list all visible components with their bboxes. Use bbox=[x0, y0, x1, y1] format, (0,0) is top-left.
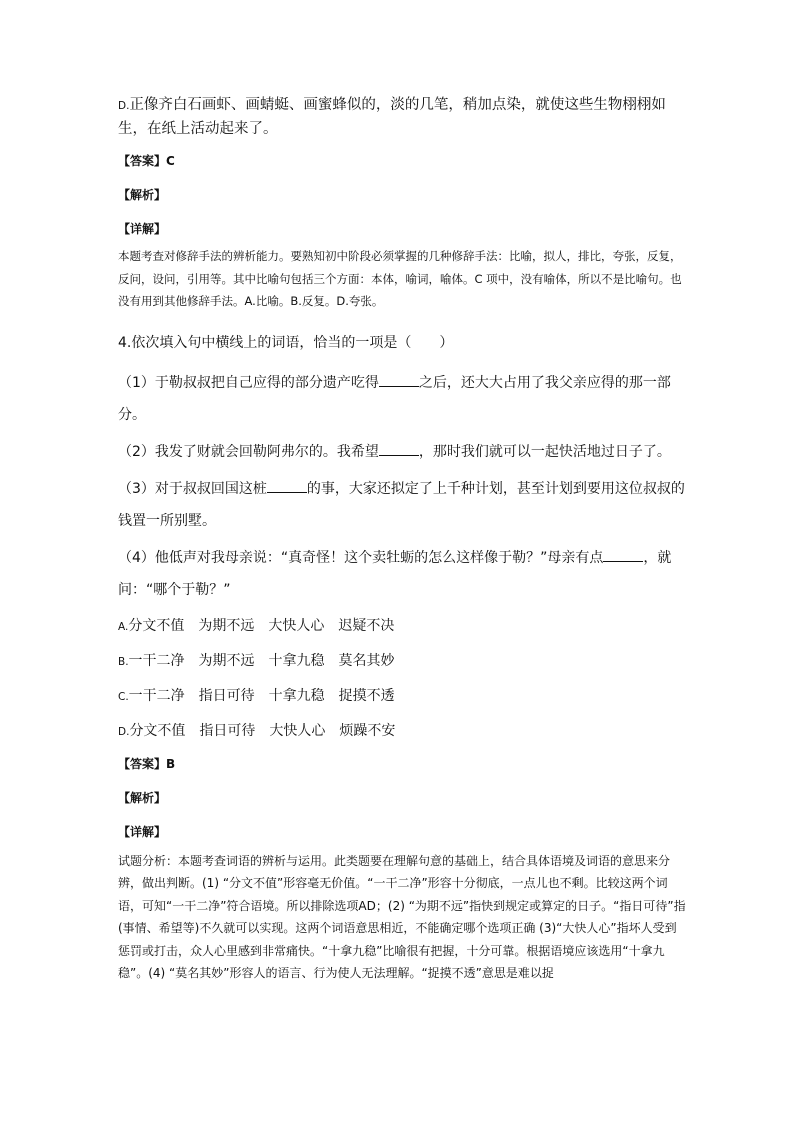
q4-answer: 【答案】B bbox=[118, 756, 176, 771]
option-letter: A. bbox=[118, 620, 129, 633]
q4-option-b bbox=[118, 651, 686, 672]
q3-detail-text: 本题考查对修辞手法的辨析能力。要熟知初中阶段必须掌握的几种修辞手法：比喻，拟人，排比，夸张，反复，反问，设问，引用等。其中比喻句包括三个方面：本体，喻词，喻体。C 项中，没有喻体，所以不是比喻句。也没有用到其他修辞手法。A.比喻。B.反复。D.夸张。 bbox=[118, 249, 682, 308]
option-text: 一干二净 指日可待 十拿九稳 捉摸不透 bbox=[128, 687, 395, 704]
q4-item-before: （1）于勒叔叔把自己应得的部分遗产吃得 bbox=[118, 374, 379, 391]
q4-detail-label: 【详解】 bbox=[118, 824, 167, 839]
q4-item-after: 之后，还大大占用了我父亲应得的那一部分。 bbox=[118, 374, 671, 423]
q4-detail-text: 试题分析：本题考查词语的辨析与运用。此类题要在理解句意的基础上，结合具体语境及词语的意思来分辨，做出判断。(1) “分文不值”形容毫无价值。“一干二净”形容十分彻底，一点儿也不剩。比较这两个词语，可知“一干二净”符合语境。所以排除选项AD；(2) “为期不远”指快到规定或算定的日子。“指日可待”指(事情、希望等)不久就可以实现。这两个词语意思相近，不能确定哪个选项正确 (3)“大快人心”指坏人受到惩罚或打击，众人心里感到非常痛快。“十拿九稳”比喻很有把握，十分可靠。根据语境应该选用“十拿九稳”。(4) “莫名其妙”形容人的语言、行为使人无法理解。“捉摸不透”意思是难以捉 bbox=[118, 853, 686, 980]
q4-item-after: ，那时我们就可以一起快活地过日子了。 bbox=[418, 443, 671, 460]
q4-option-c bbox=[118, 686, 686, 707]
option-text: 正像齐白石画虾、画蜻蜓、画蜜蜂似的，淡的几笔，稍加点染，就使这些生物栩栩如生，在纸上活动起来了。 bbox=[118, 97, 666, 137]
option-text: 分文不值 为期不远 大快人心 迟疑不决 bbox=[128, 617, 395, 634]
q4-option-a bbox=[118, 616, 686, 637]
q4-item-4 bbox=[118, 542, 686, 606]
fill-blank bbox=[379, 441, 419, 456]
q4-item-after: ，就问：“哪个于勒？” bbox=[118, 549, 672, 598]
q4-title: 4.依次填入句中横线上的词语，恰当的一项是（ ） bbox=[118, 334, 454, 351]
prev-option-d bbox=[118, 94, 686, 141]
q4-item-after: 的事，大家还拟定了上千种计划，甚至计划到要用这位叔叔的钱置一所别墅。 bbox=[118, 480, 685, 529]
option-text: 一干二净 为期不远 十拿九稳 莫名其妙 bbox=[128, 652, 395, 669]
option-letter: C. bbox=[118, 690, 129, 703]
q4-item-before: （4）他低声对我母亲说：“真奇怪！这个卖牡蛎的怎么这样像于勒？”母亲有点 bbox=[118, 549, 604, 566]
document-page bbox=[118, 94, 686, 985]
fill-blank bbox=[603, 547, 643, 562]
q3-answer: 【答案】C bbox=[118, 154, 175, 168]
option-text: 分文不值 指日可待 大快人心 烦躁不安 bbox=[129, 722, 396, 739]
option-letter: D. bbox=[118, 100, 130, 112]
fill-blank bbox=[379, 372, 419, 387]
q4-item-before: （3）对于叔叔回国这桩 bbox=[118, 480, 267, 497]
q4-item-1 bbox=[118, 367, 686, 431]
option-letter: B. bbox=[118, 655, 129, 668]
q4-item-before: （2）我发了财就会回勒阿弗尔的。我希望 bbox=[118, 443, 379, 460]
q3-analysis-label: 【解析】 bbox=[118, 188, 167, 202]
option-letter: D. bbox=[118, 725, 130, 738]
q4-analysis-label: 【解析】 bbox=[118, 790, 167, 805]
q4-item-3 bbox=[118, 473, 686, 537]
q3-detail-label: 【详解】 bbox=[118, 222, 167, 236]
q4-item-2 bbox=[118, 436, 686, 468]
fill-blank bbox=[267, 478, 307, 493]
q4-option-d bbox=[118, 721, 686, 742]
